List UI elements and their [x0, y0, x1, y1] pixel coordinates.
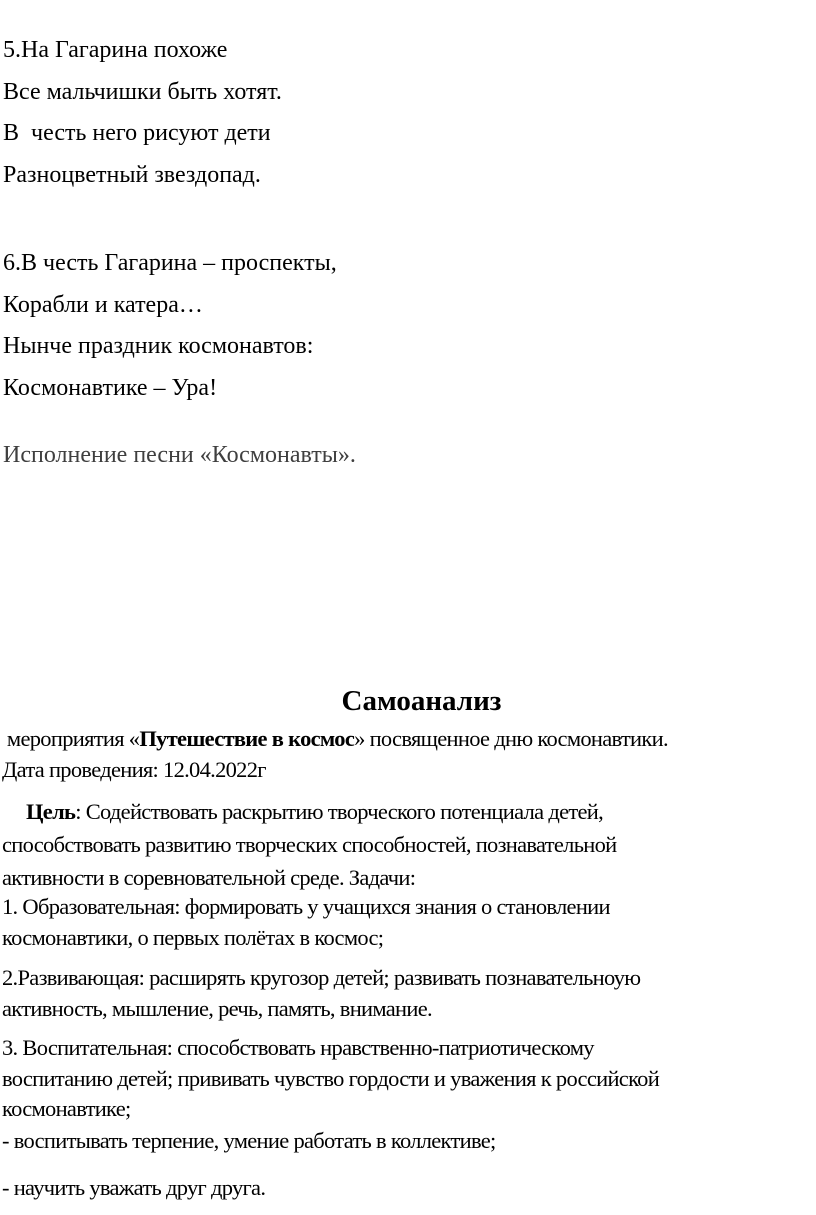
goal-label: Цель	[26, 799, 76, 824]
text-line: Все мальчишки быть хотят.	[3, 78, 282, 105]
text-line: воспитанию детей; прививать чувство гордости и уважения к российской	[2, 1065, 660, 1091]
text-line: Нынче праздник космонавтов:	[3, 333, 314, 359]
task-educational	[2, 892, 816, 953]
text-line: Космонавтике – Ура!	[3, 374, 218, 401]
text-line: 1. Образовательная: формировать у учащихся знания о становлении	[2, 894, 610, 919]
task-bullet-respect	[2, 1173, 816, 1204]
poem-stanza-5	[3, 30, 806, 196]
task-developmental	[2, 963, 816, 1024]
goal-paragraph	[2, 795, 816, 894]
intro-suffix: » посвященное дню космонавтики.	[354, 726, 668, 751]
text-line: - воспитывать терпение, умение работать в коллективе;	[2, 1128, 496, 1153]
goal-text: : Содействовать раскрытию творческого потенциала детей,	[75, 799, 604, 824]
poem-stanza-6	[3, 243, 806, 409]
text-line: активность, мышление, речь, память, внимание.	[2, 995, 432, 1021]
text-line: 5.На Гагарина похоже	[3, 37, 228, 63]
text-line: В честь него рисуют дети	[3, 120, 271, 146]
event-title: Путешествие в космос	[139, 726, 355, 751]
goal-line: способствовать развитию творческих способностей, познавательной	[2, 832, 617, 857]
event-date-line: Дата проведения: 12.04.2022г	[2, 757, 266, 782]
goal-line	[2, 795, 816, 828]
text-line: космонавтике;	[2, 1096, 131, 1121]
task-bullet-teamwork	[2, 1126, 816, 1157]
text-line: 3. Воспитательная: способствовать нравственно-патриотическому	[2, 1035, 594, 1060]
text-line: 6.В честь Гагарина – проспекты,	[3, 250, 337, 276]
text-line: Разноцветный звездопад.	[3, 161, 261, 188]
text-line: 2.Развивающая: расширять кругозор детей; развивать познавательноую	[2, 965, 641, 990]
intro-prefix: мероприятия «	[2, 726, 140, 751]
text-line: Корабли и катера…	[3, 291, 203, 318]
intro-line	[2, 723, 816, 754]
goal-line: активности в соревновательной среде. Задачи:	[2, 865, 416, 890]
analysis-intro-paragraph	[2, 723, 816, 785]
analysis-heading: Самоанализ	[341, 685, 502, 717]
task-upbringing	[2, 1033, 816, 1125]
text-line: - научить уважать друг друга.	[2, 1175, 266, 1200]
song-performance-note: Исполнение песни «Космонавты».	[3, 442, 356, 468]
text-line: космонавтики, о первых полётах в космос;	[2, 924, 384, 950]
